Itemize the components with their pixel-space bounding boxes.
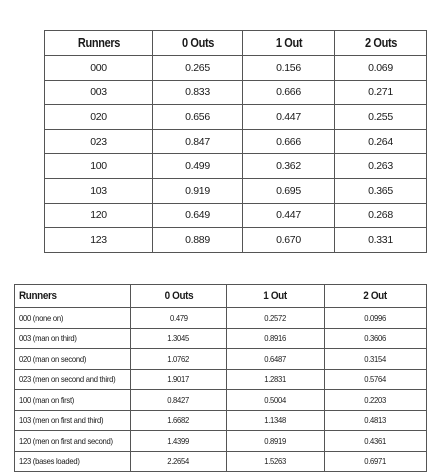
runners-cell: 023 (men on second and third) [15, 369, 131, 390]
value-cell: 1.0762 [131, 349, 227, 370]
value-cell: 0.5004 [227, 390, 325, 411]
value-cell: 0.271 [335, 80, 427, 105]
value-cell: 1.9017 [131, 369, 227, 390]
value-cell: 0.5764 [325, 369, 427, 390]
table-row [15, 369, 427, 390]
value-cell: 0.6971 [325, 451, 427, 472]
value-cell: 0.8916 [227, 328, 325, 349]
value-cell: 0.2572 [227, 308, 325, 329]
value-cell: 2.2654 [131, 451, 227, 472]
table-row [45, 80, 427, 105]
value-cell: 1.2831 [227, 369, 325, 390]
value-cell: 0.833 [153, 80, 243, 105]
value-cell: 0.268 [335, 203, 427, 228]
header-runners: Runners [15, 285, 131, 308]
table-row [15, 328, 427, 349]
header-runners: Runners [51, 31, 146, 56]
value-cell: 0.069 [335, 56, 427, 81]
runners-cell: 000 [45, 56, 153, 81]
header-2-out: 2 Out [325, 285, 427, 308]
value-cell: 0.4361 [325, 431, 427, 452]
probability-table [44, 30, 427, 253]
value-cell: 0.847 [153, 129, 243, 154]
value-cell: 1.4399 [131, 431, 227, 452]
table-row [15, 431, 427, 452]
value-cell: 0.447 [243, 203, 335, 228]
value-cell: 0.3154 [325, 349, 427, 370]
value-cell: 0.919 [153, 178, 243, 203]
table-header-row [45, 31, 427, 56]
value-cell: 0.695 [243, 178, 335, 203]
header-0-outs: 0 Outs [131, 285, 227, 308]
runners-cell: 103 (men on first and third) [15, 410, 131, 431]
table-row [45, 228, 427, 253]
table-row [15, 451, 427, 472]
value-cell: 0.365 [335, 178, 427, 203]
value-cell: 0.331 [335, 228, 427, 253]
table-row [15, 308, 427, 329]
table-row [45, 154, 427, 179]
table-row [45, 203, 427, 228]
runners-cell: 023 [45, 129, 153, 154]
value-cell: 0.479 [131, 308, 227, 329]
runners-cell: 123 (bases loaded) [15, 451, 131, 472]
value-cell: 0.255 [335, 105, 427, 130]
value-cell: 0.447 [243, 105, 335, 130]
value-cell: 0.263 [335, 154, 427, 179]
header-1-out: 1 Out [248, 31, 329, 56]
value-cell: 1.1348 [227, 410, 325, 431]
value-cell: 1.6682 [131, 410, 227, 431]
value-cell: 0.156 [243, 56, 335, 81]
runners-cell: 120 [45, 203, 153, 228]
table-row [45, 129, 427, 154]
runners-cell: 103 [45, 178, 153, 203]
table-row [15, 349, 427, 370]
table-row [45, 56, 427, 81]
value-cell: 0.656 [153, 105, 243, 130]
value-cell: 0.8427 [131, 390, 227, 411]
runners-cell: 120 (men on first and second) [15, 431, 131, 452]
runners-cell: 100 [45, 154, 153, 179]
value-cell: 0.264 [335, 129, 427, 154]
header-0-outs: 0 Outs [158, 31, 237, 56]
table-row [45, 178, 427, 203]
value-cell: 0.666 [243, 129, 335, 154]
value-cell: 0.362 [243, 154, 335, 179]
header-1-out: 1 Out [227, 285, 325, 308]
run-expectancy-table [14, 284, 427, 472]
value-cell: 0.2203 [325, 390, 427, 411]
table-row [45, 105, 427, 130]
value-cell: 0.670 [243, 228, 335, 253]
runners-cell: 000 (none on) [15, 308, 131, 329]
value-cell: 0.265 [153, 56, 243, 81]
value-cell: 0.6487 [227, 349, 325, 370]
value-cell: 0.8919 [227, 431, 325, 452]
value-cell: 0.666 [243, 80, 335, 105]
table-header-row [15, 285, 427, 308]
runners-cell: 123 [45, 228, 153, 253]
value-cell: 0.889 [153, 228, 243, 253]
value-cell: 0.0996 [325, 308, 427, 329]
value-cell: 0.499 [153, 154, 243, 179]
runners-cell: 100 (man on first) [15, 390, 131, 411]
value-cell: 0.3606 [325, 328, 427, 349]
value-cell: 1.5263 [227, 451, 325, 472]
runners-cell: 003 (man on third) [15, 328, 131, 349]
value-cell: 1.3045 [131, 328, 227, 349]
table-row [15, 390, 427, 411]
runners-cell: 020 [45, 105, 153, 130]
header-2-outs: 2 Outs [340, 31, 421, 56]
table-row [15, 410, 427, 431]
runners-cell: 003 [45, 80, 153, 105]
value-cell: 0.4813 [325, 410, 427, 431]
value-cell: 0.649 [153, 203, 243, 228]
runners-cell: 020 (man on second) [15, 349, 131, 370]
